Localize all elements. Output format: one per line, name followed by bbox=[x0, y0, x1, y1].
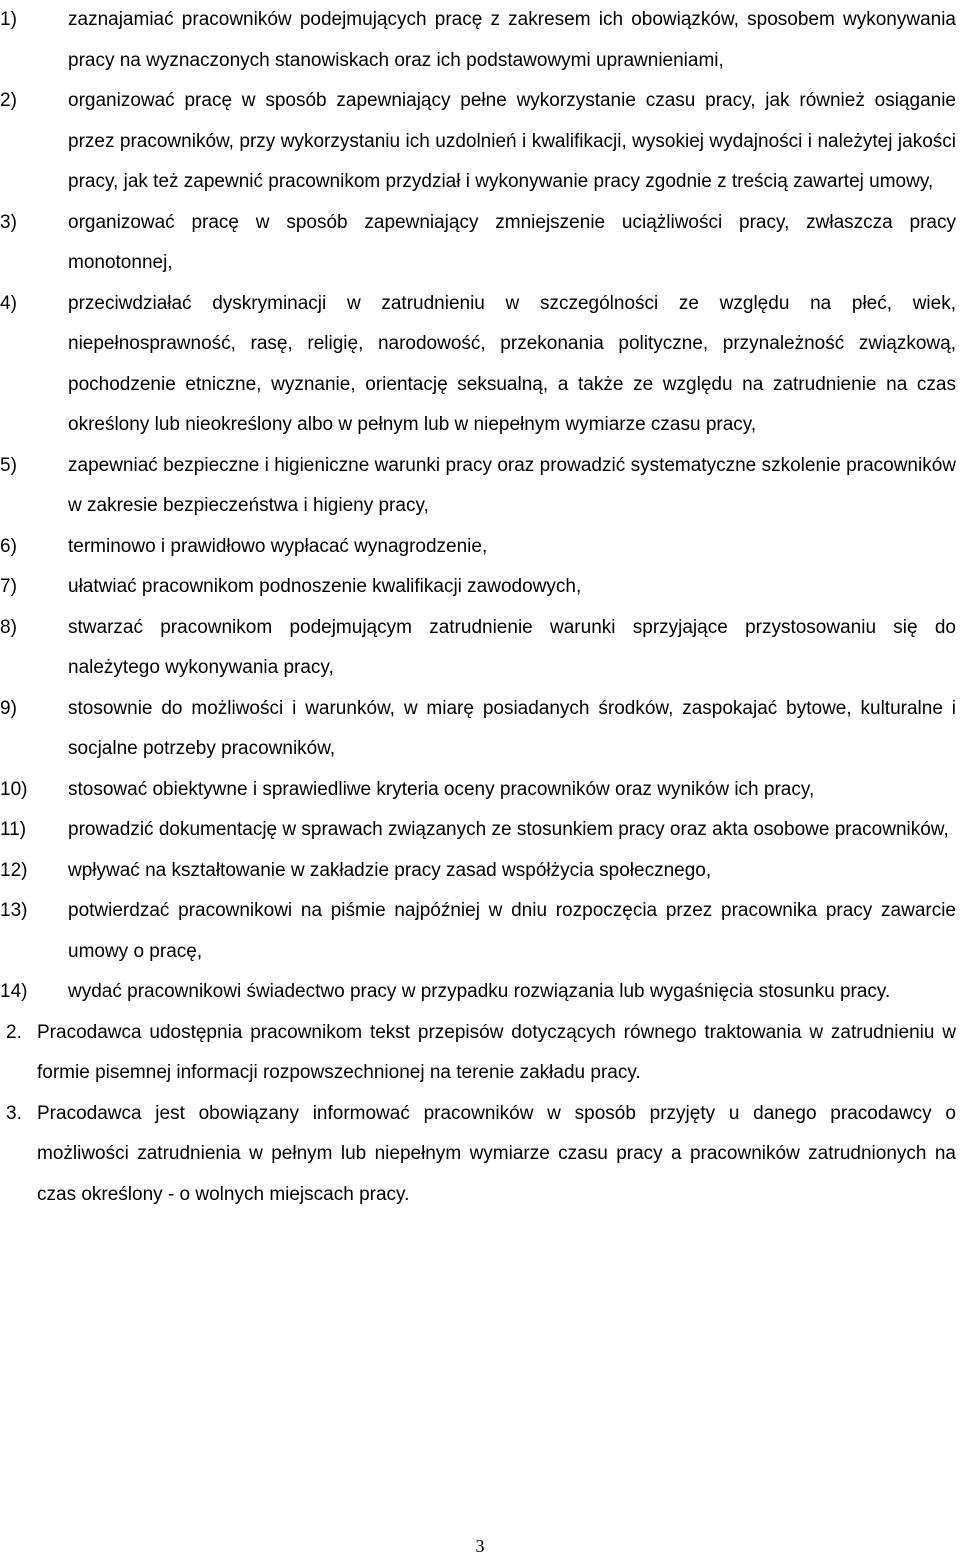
item-text: wpływać na kształtowanie w zakładzie pracy zasad współżycia społecznego, bbox=[68, 859, 712, 881]
list-item bbox=[0, 284, 956, 446]
item-number: 14) bbox=[0, 981, 28, 1002]
list-item bbox=[0, 810, 956, 851]
item-text: zapewniać bezpieczne i higieniczne warunki pracy oraz prowadzić systematyczne szkolenie pracowników w zakresie bezpieczeństwa i higieny pracy, bbox=[68, 454, 956, 516]
item-number: 6) bbox=[0, 535, 17, 557]
list-item bbox=[0, 608, 956, 689]
item-number: 4) bbox=[0, 292, 17, 314]
item-text: wydać pracownikowi świadectwo pracy w przypadku rozwiązania lub wygaśnięcia stosunku pracy. bbox=[68, 981, 891, 1002]
list-item bbox=[0, 972, 956, 1013]
item-text: organizować pracę w sposób zapewniający pełne wykorzystanie czasu pracy, jak również osiąganie przez pracowników, przy wykorzystaniu ich uzdolnień i kwalifikacji, wysokiej wydajności i należytej jakości pracy, jak też zapewnić pracownikom przydział i wykonywanie pracy zgodnie z treścią zawartej umowy, bbox=[68, 90, 956, 192]
item-text: stosownie do możliwości i warunków, w miarę posiadanych środków, zaspokajać bytowe, kulturalne i socjalne potrzeby pracowników, bbox=[68, 697, 956, 759]
item-number: 3) bbox=[0, 211, 17, 233]
list-item bbox=[0, 567, 956, 608]
paragraph bbox=[0, 1094, 956, 1216]
paragraph bbox=[0, 1013, 956, 1094]
item-text: zaznajamiać pracowników podejmujących pracę z zakresem ich obowiązków, sposobem wykonywania pracy na wyznaczonych stanowiskach oraz ich podstawowymi uprawnieniami, bbox=[68, 9, 956, 71]
item-number: 1) bbox=[0, 9, 17, 30]
item-number: 10) bbox=[0, 778, 28, 800]
item-number: 2) bbox=[0, 90, 17, 111]
item-text: stwarzać pracownikom podejmującym zatrudnienie warunki sprzyjające przystosowaniu się do należytego wykonywania pracy, bbox=[68, 616, 956, 678]
list-item bbox=[0, 770, 956, 811]
item-number: 8) bbox=[0, 616, 17, 638]
item-number: 9) bbox=[0, 697, 17, 719]
list-item bbox=[0, 81, 956, 203]
list-item bbox=[0, 203, 956, 284]
paragraph-number: 2. bbox=[6, 1021, 22, 1043]
list-item bbox=[0, 689, 956, 770]
page-number: 3 bbox=[475, 1536, 485, 1556]
item-text: terminowo i prawidłowo wypłacać wynagrodzenie, bbox=[68, 535, 488, 557]
item-number: 12) bbox=[0, 859, 28, 881]
item-number: 13) bbox=[0, 900, 28, 921]
item-number: 11) bbox=[0, 819, 27, 840]
list-item bbox=[0, 891, 956, 972]
item-number: 5) bbox=[0, 454, 17, 476]
item-text: stosować obiektywne i sprawiedliwe kryteria oceny pracowników oraz wyników ich pracy, bbox=[68, 778, 815, 800]
item-text: przeciwdziałać dyskryminacji w zatrudnieniu w szczególności ze względu na płeć, wiek, niepełnosprawność, rasę, religię, narodowość, przekonania polityczne, przynależność związkową, pochodzenie etniczne, wyznanie, orientację seksualną, a także ze względu na zatrudnienie na czas określony lub nieokreślony albo w pełnym lub w niepełnym wymiarze czasu pracy, bbox=[68, 292, 956, 435]
item-text: organizować pracę w sposób zapewniający zmniejszenie uciążliwości pracy, zwłaszcza pracy monotonnej, bbox=[68, 211, 956, 273]
item-text: potwierdzać pracownikowi na piśmie najpóźniej w dniu rozpoczęcia przez pracownika pracy zawarcie umowy o pracę, bbox=[68, 900, 956, 962]
paragraph-text: Pracodawca jest obowiązany informować pracowników w sposób przyjęty u danego pracodawcy o możliwości zatrudnienia w pełnym lub niepełnym wymiarze czasu pracy a pracowników zatrudnionych na czas określony - o wolnych miejscach pracy. bbox=[37, 1102, 956, 1205]
list-item bbox=[0, 851, 956, 892]
item-text: ułatwiać pracownikom podnoszenie kwalifikacji zawodowych, bbox=[68, 576, 582, 597]
list-item bbox=[0, 0, 956, 81]
item-text: prowadzić dokumentację w sprawach związanych ze stosunkiem pracy oraz akta osobowe pracowników, bbox=[68, 819, 949, 840]
list-item bbox=[0, 527, 956, 568]
paragraph-number: 3. bbox=[6, 1102, 22, 1124]
paragraph-text: Pracodawca udostępnia pracownikom tekst przepisów dotyczących równego traktowania w zatrudnieniu w formie pisemnej informacji rozpowszechnionej na terenie zakładu pracy. bbox=[37, 1021, 956, 1083]
list-item bbox=[0, 446, 956, 527]
item-number: 7) bbox=[0, 576, 17, 597]
